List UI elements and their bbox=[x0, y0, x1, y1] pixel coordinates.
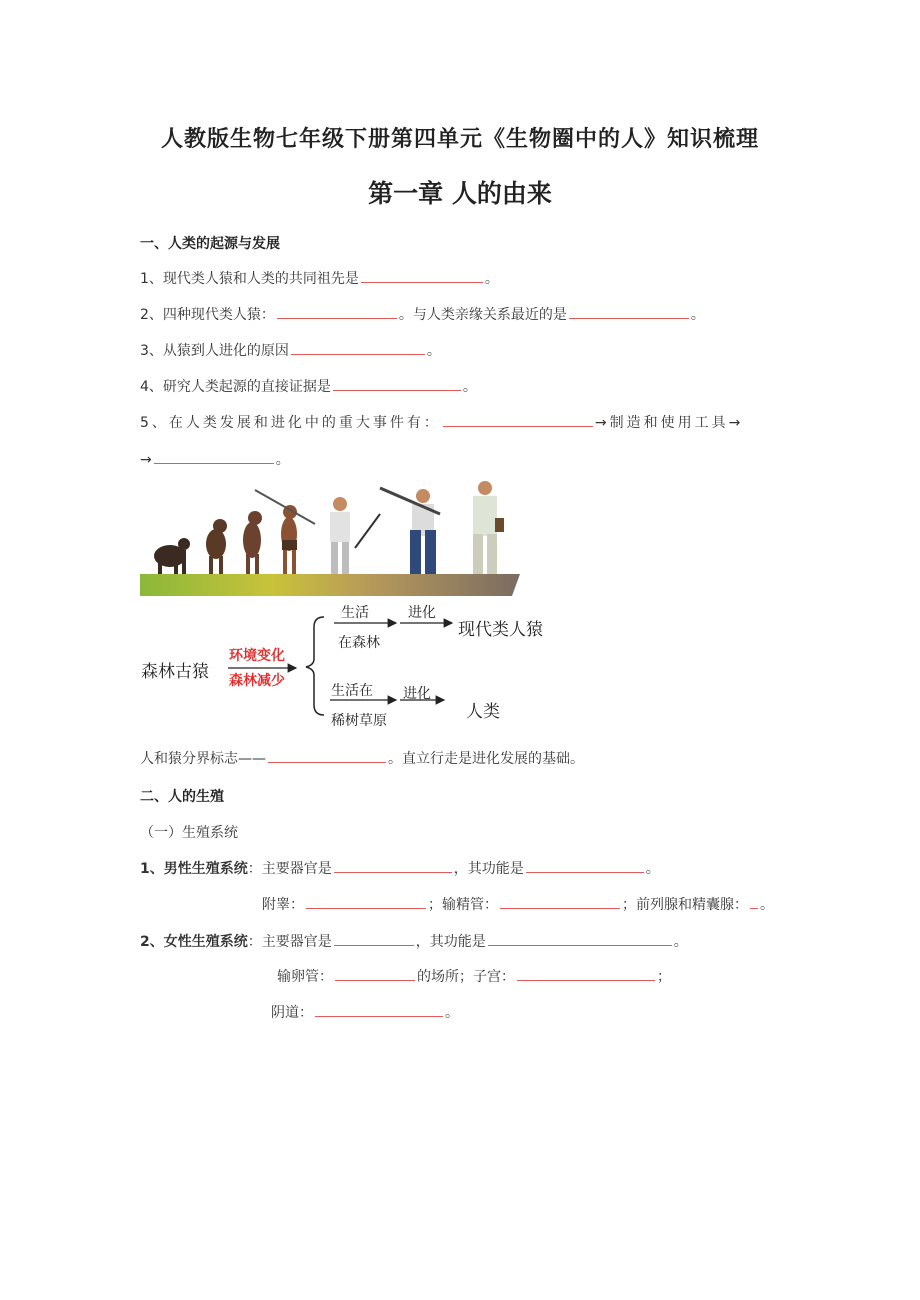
male-system-text-b: ，其功能是 bbox=[453, 861, 524, 877]
uterus-text: 的场所；子宫： bbox=[417, 969, 515, 985]
male-system-label: 1、男性生殖系统 bbox=[140, 861, 248, 877]
male-organs-line bbox=[262, 894, 774, 914]
diagram-top-above: 生活 bbox=[341, 605, 369, 621]
period: 。 bbox=[426, 343, 441, 359]
arrow: → bbox=[140, 452, 152, 468]
answer-blank[interactable] bbox=[361, 268, 483, 283]
question-2-text-b: 。与人类亲缘关系最近的是 bbox=[398, 307, 567, 323]
prostate-text: ；前列腺和精囊腺： bbox=[622, 897, 748, 913]
answer-blank[interactable] bbox=[750, 894, 758, 909]
period: 。 bbox=[484, 271, 499, 287]
female-system-line bbox=[140, 931, 688, 951]
answer-blank[interactable] bbox=[488, 931, 672, 946]
female-organs-line bbox=[277, 966, 671, 986]
question-5-text: 5、在人类发展和进化中的重大事件有： bbox=[140, 415, 441, 431]
question-1 bbox=[140, 268, 499, 288]
diagram-cause-top: 环境变化 bbox=[229, 648, 285, 664]
question-3-text: 3、从猿到人进化的原因 bbox=[140, 343, 289, 359]
question-5-text-b: →制造和使用工具→ bbox=[594, 415, 744, 431]
answer-blank[interactable] bbox=[569, 304, 689, 319]
answer-blank[interactable] bbox=[154, 449, 274, 464]
period: 。 bbox=[462, 379, 477, 395]
vagina-text: 阴道： bbox=[271, 1005, 313, 1021]
semicolon: ； bbox=[657, 969, 671, 985]
female-system-text: ：主要器官是 bbox=[247, 934, 332, 950]
section-heading-origin: 一、人类的起源与发展 bbox=[140, 236, 280, 252]
question-4 bbox=[140, 376, 477, 396]
chapter-title: 第一章 人的由来 bbox=[368, 179, 552, 208]
diagram-origin: 森林古猿 bbox=[141, 662, 209, 682]
divider-text-b: 。直立行走是进化发展的基础。 bbox=[388, 751, 584, 767]
question-2-text: 2、四种现代类人猿： bbox=[140, 307, 275, 323]
oviduct-text: 输卵管： bbox=[277, 969, 333, 985]
answer-blank[interactable] bbox=[315, 1002, 443, 1017]
answer-blank[interactable] bbox=[333, 376, 461, 391]
male-system-line bbox=[140, 858, 660, 878]
answer-blank[interactable] bbox=[291, 340, 425, 355]
period: 。 bbox=[275, 452, 290, 468]
document-title: 人教版生物七年级下册第四单元《生物圈中的人》知识梳理 bbox=[160, 127, 759, 152]
diagram-bottom-above: 生活在 bbox=[331, 683, 373, 699]
period: 。 bbox=[760, 897, 774, 913]
diagram-top-arrow-label: 进化 bbox=[408, 605, 436, 621]
diagram-bottom-result: 人类 bbox=[466, 702, 500, 722]
epididymis-text: 附睾： bbox=[262, 897, 304, 913]
answer-blank[interactable] bbox=[334, 858, 452, 873]
diagram-bottom-below: 稀树草原 bbox=[331, 713, 387, 729]
diagram-top-below: 在森林 bbox=[338, 635, 380, 651]
question-3 bbox=[140, 340, 441, 360]
answer-blank[interactable] bbox=[443, 412, 593, 427]
answer-blank[interactable] bbox=[517, 966, 655, 981]
female-system-text-b: ，其功能是 bbox=[415, 934, 486, 950]
answer-blank[interactable] bbox=[500, 894, 620, 909]
question-4-text: 4、研究人类起源的直接证据是 bbox=[140, 379, 331, 395]
vas-deferens-text: ；输精管： bbox=[428, 897, 498, 913]
divider-sentence bbox=[140, 748, 584, 768]
answer-blank[interactable] bbox=[306, 894, 426, 909]
human-evolution-illustration bbox=[140, 478, 520, 598]
male-system-text: ：主要器官是 bbox=[247, 861, 332, 877]
question-2 bbox=[140, 304, 705, 324]
answer-blank[interactable] bbox=[277, 304, 397, 319]
period: 。 bbox=[445, 1005, 459, 1021]
diagram-bottom-arrow-label: 进化 bbox=[403, 686, 431, 702]
divider-text: 人和猿分界标志—— bbox=[140, 751, 266, 767]
period: 。 bbox=[645, 861, 660, 877]
question-1-text: 1、现代类人猿和人类的共同祖先是 bbox=[140, 271, 359, 287]
question-5 bbox=[140, 412, 743, 432]
vagina-line bbox=[271, 1002, 459, 1022]
period: 。 bbox=[673, 934, 688, 950]
answer-blank[interactable] bbox=[268, 748, 386, 763]
subsection-heading: （一）生殖系统 bbox=[140, 825, 238, 841]
answer-blank[interactable] bbox=[526, 858, 644, 873]
period: 。 bbox=[690, 307, 705, 323]
answer-blank[interactable] bbox=[334, 931, 414, 946]
answer-blank[interactable] bbox=[335, 966, 415, 981]
diagram-top-result: 现代类人猿 bbox=[458, 620, 543, 640]
female-system-label: 2、女性生殖系统 bbox=[140, 934, 248, 950]
diagram-cause-bottom: 森林减少 bbox=[229, 673, 285, 689]
section-heading-reproduction: 二、人的生殖 bbox=[140, 789, 224, 805]
question-5-continued bbox=[140, 449, 290, 469]
